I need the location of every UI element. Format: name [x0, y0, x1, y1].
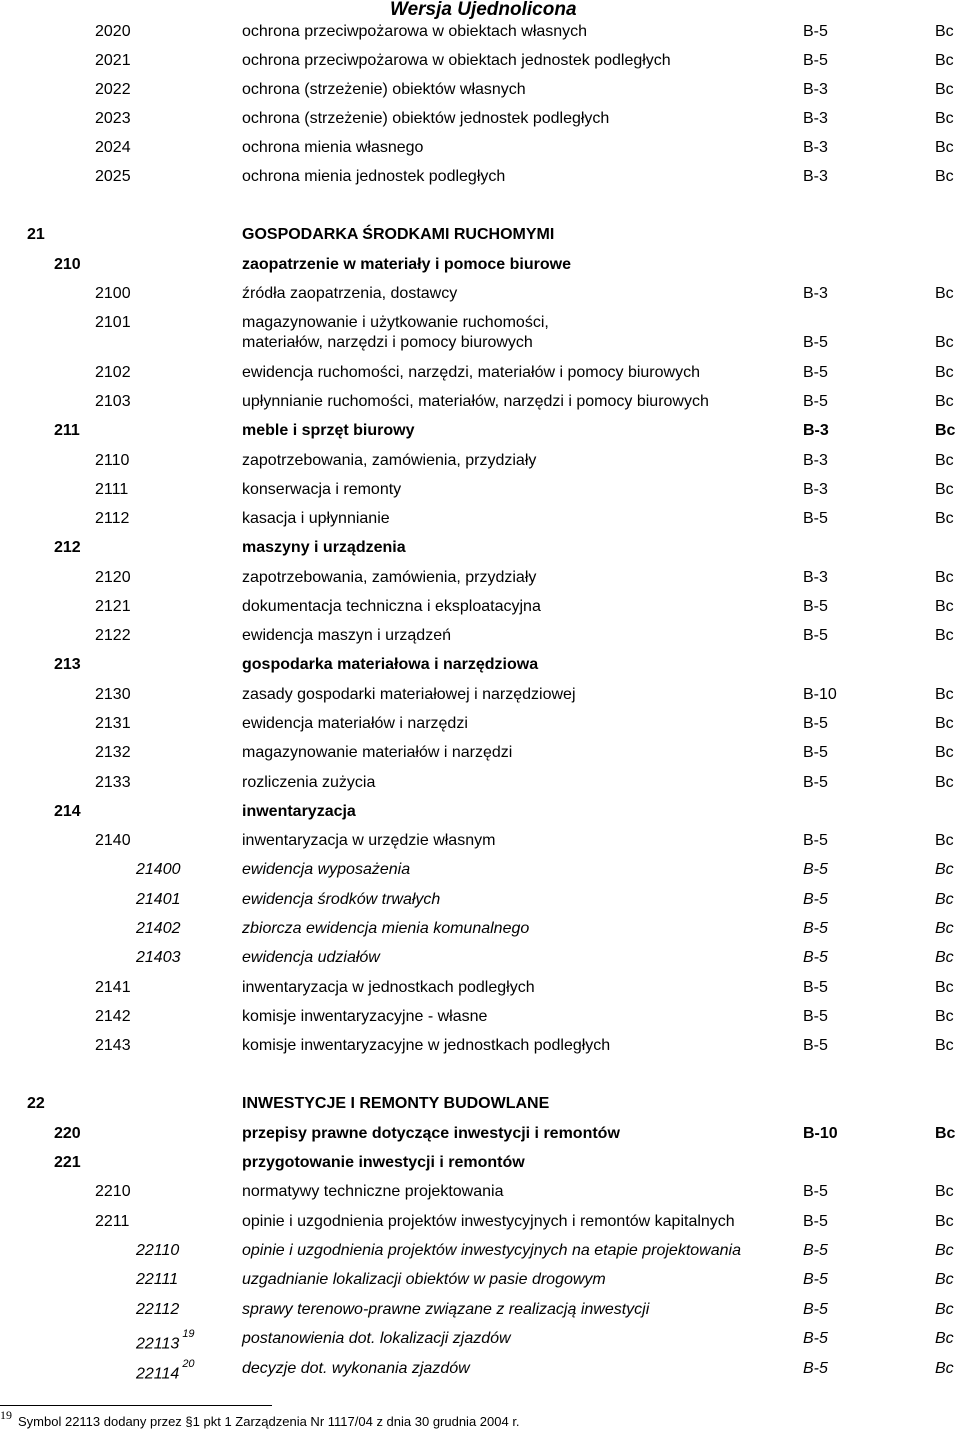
- row-description: zasady gospodarki materiałowej i narzędziowej: [242, 686, 576, 703]
- row-symbol: 210: [54, 256, 81, 273]
- row-symbol: 2133: [95, 774, 131, 791]
- row-description: INWESTYCJE I REMONTY BUDOWLANE: [242, 1095, 550, 1112]
- row-symbol: 211: [54, 422, 80, 439]
- row-archive-category: B-5: [803, 1360, 828, 1377]
- row-symbol: 21403: [136, 949, 181, 966]
- row-symbol: 2112: [95, 510, 130, 527]
- row-bc-category: Bc: [935, 110, 954, 127]
- row-description: ewidencja materiałów i narzędzi: [242, 715, 468, 732]
- row-bc-category: Bc: [935, 744, 954, 761]
- row-description: zapotrzebowania, zamówienia, przydziały: [242, 452, 537, 469]
- row-description: komisje inwentaryzacyjne - własne: [242, 1008, 488, 1025]
- row-bc-category: Bc: [935, 81, 954, 98]
- row-bc-category: Bc: [935, 510, 954, 527]
- footnote-separator: [0, 1405, 272, 1406]
- row-symbol: 220: [54, 1125, 81, 1142]
- row-archive-category: B-5: [803, 1183, 828, 1200]
- row-archive-category: B-5: [803, 744, 828, 761]
- row-symbol: 2020: [95, 23, 131, 40]
- row-bc-category: Bc: [935, 364, 954, 381]
- row-bc-category: Bc: [935, 1271, 954, 1288]
- row-symbol: 2132: [95, 744, 131, 761]
- row-archive-category: B-5: [803, 1301, 828, 1318]
- row-bc-category: Bc: [935, 1125, 956, 1142]
- row-symbol: 2143: [95, 1037, 131, 1054]
- row-bc-category: Bc: [935, 979, 954, 996]
- row-symbol: 2140: [95, 832, 131, 849]
- row-archive-category: B-5: [803, 334, 828, 351]
- row-symbol: 22111: [136, 1271, 179, 1288]
- row-archive-category: B-3: [803, 81, 828, 98]
- row-symbol: 22114$^{20}$: [136, 1358, 195, 1383]
- row-archive-category: B-5: [803, 1330, 828, 1347]
- row-symbol: 2131: [95, 715, 131, 732]
- row-description: magazynowanie i użytkowanie ruchomości, materiałów, narzędzi i pomocy biurowych: [242, 314, 549, 351]
- row-bc-category: Bc: [935, 715, 954, 732]
- row-symbol: 214: [54, 803, 81, 820]
- row-description: decyzje dot. wykonania zjazdów: [242, 1360, 470, 1377]
- footnote-reference: 19: [182, 1328, 195, 1340]
- row-bc-category: Bc: [935, 168, 954, 185]
- row-bc-category: Bc: [935, 481, 954, 498]
- row-description: zbiorcza ewidencja mienia komunalnego: [242, 920, 530, 937]
- footnote-text: Symbol 22113 dodany przez §1 pkt 1 Zarządzenia Nr 1117/04 z dnia 30 grudnia 2004 r.: [18, 1414, 520, 1429]
- row-description: zapotrzebowania, zamówienia, przydziały: [242, 569, 537, 586]
- row-archive-category: B-5: [803, 861, 828, 878]
- row-bc-category: Bc: [935, 139, 954, 156]
- row-symbol: 22110: [136, 1242, 180, 1259]
- row-symbol: 2102: [95, 364, 131, 381]
- row-description: ochrona mienia własnego: [242, 139, 424, 156]
- row-bc-category: Bc: [935, 1301, 954, 1318]
- row-description: gospodarka materiałowa i narzędziowa: [242, 656, 539, 673]
- row-symbol: 2022: [95, 81, 131, 98]
- row-symbol: 221: [54, 1154, 81, 1171]
- row-bc-category: Bc: [935, 285, 954, 302]
- row-archive-category: B-5: [803, 715, 828, 732]
- row-symbol: 2021: [95, 52, 131, 69]
- row-symbol: 2141: [95, 979, 131, 996]
- row-description: kasacja i upłynnianie: [242, 510, 390, 527]
- row-archive-category: B-5: [803, 1213, 828, 1230]
- row-symbol: 21401: [136, 891, 181, 908]
- row-description: ewidencja udziałów: [242, 949, 380, 966]
- row-description: ochrona (strzeżenie) obiektów jednostek podległych: [242, 110, 610, 127]
- row-description: sprawy terenowo-prawne związane z realizacją inwestycji: [242, 1301, 650, 1318]
- row-description: uzgadnianie lokalizacji obiektów w pasie drogowym: [242, 1271, 606, 1288]
- row-bc-category: Bc: [935, 422, 956, 439]
- row-description: ewidencja ruchomości, narzędzi, materiałów i pomocy biurowych: [242, 364, 700, 381]
- row-symbol: 2103: [95, 393, 131, 410]
- row-archive-category: B-3: [803, 422, 829, 439]
- row-archive-category: B-5: [803, 1008, 828, 1025]
- row-description: przygotowanie inwestycji i remontów: [242, 1154, 525, 1171]
- row-description: maszyny i urządzenia: [242, 539, 406, 556]
- row-description: opinie i uzgodnienia projektów inwestycyjnych i remontów kapitalnych: [242, 1213, 735, 1230]
- row-archive-category: B-3: [803, 569, 828, 586]
- row-description: ochrona przeciwpożarowa w obiektach własnych: [242, 23, 588, 40]
- row-description: opinie i uzgodnienia projektów inwestycyjnych na etapie projektowania: [242, 1242, 741, 1259]
- row-archive-category: B-10: [803, 686, 837, 703]
- row-description: upłynnianie ruchomości, materiałów, narzędzi i pomocy biurowych: [242, 393, 709, 410]
- row-description: GOSPODARKA ŚRODKAMI RUCHOMYMI: [242, 226, 555, 243]
- row-symbol: 2130: [95, 686, 131, 703]
- row-archive-category: B-3: [803, 168, 828, 185]
- row-archive-category: B-5: [803, 949, 828, 966]
- row-symbol: 2023: [95, 110, 131, 127]
- row-description: ewidencja środków trwałych: [242, 891, 441, 908]
- row-bc-category: Bc: [935, 861, 954, 878]
- row-description: normatywy techniczne projektowania: [242, 1183, 504, 1200]
- row-archive-category: B-5: [803, 23, 828, 40]
- row-bc-category: Bc: [935, 598, 954, 615]
- row-description: rozliczenia zużycia: [242, 774, 376, 791]
- row-archive-category: B-10: [803, 1125, 838, 1142]
- row-bc-category: Bc: [935, 774, 954, 791]
- row-description: konserwacja i remonty: [242, 481, 402, 498]
- row-bc-category: Bc: [935, 1008, 954, 1025]
- row-symbol: 2111: [95, 481, 129, 498]
- row-archive-category: B-5: [803, 52, 828, 69]
- footnote: [0, 1408, 520, 1431]
- row-bc-category: Bc: [935, 949, 954, 966]
- row-symbol: 2024: [95, 139, 131, 156]
- row-archive-category: B-5: [803, 891, 828, 908]
- row-bc-category: Bc: [935, 1330, 954, 1347]
- row-symbol: 22113$^{19}$: [136, 1328, 195, 1353]
- row-bc-category: Bc: [935, 1037, 954, 1054]
- row-description: komisje inwentaryzacyjne w jednostkach podległych: [242, 1037, 611, 1054]
- row-description: źródła zaopatrzenia, dostawcy: [242, 285, 458, 302]
- row-symbol: 212: [54, 539, 81, 556]
- row-description: ewidencja wyposażenia: [242, 861, 411, 878]
- row-bc-category: Bc: [935, 920, 954, 937]
- row-description: ochrona przeciwpożarowa w obiektach jednostek podległych: [242, 52, 671, 69]
- row-bc-category: Bc: [935, 23, 954, 40]
- row-symbol: 21: [27, 226, 45, 243]
- row-bc-category: Bc: [935, 452, 954, 469]
- row-bc-category: Bc: [935, 52, 954, 69]
- row-bc-category: Bc: [935, 1242, 954, 1259]
- row-symbol: 21400: [136, 861, 181, 878]
- row-symbol: 213: [54, 656, 81, 673]
- row-symbol: 2100: [95, 285, 131, 302]
- row-archive-category: B-5: [803, 364, 828, 381]
- row-bc-category: Bc: [935, 393, 954, 410]
- row-archive-category: B-3: [803, 285, 828, 302]
- row-archive-category: B-5: [803, 774, 828, 791]
- row-description: postanowienia dot. lokalizacji zjazdów: [242, 1330, 511, 1347]
- row-symbol: 2120: [95, 569, 131, 586]
- row-bc-category: Bc: [935, 334, 954, 351]
- row-archive-category: B-5: [803, 393, 828, 410]
- page-header-title: Wersja Ujednolicona: [390, 0, 577, 20]
- row-symbol: 22: [27, 1095, 45, 1112]
- row-archive-category: B-5: [803, 1271, 828, 1288]
- row-archive-category: B-3: [803, 139, 828, 156]
- row-description: meble i sprzęt biurowy: [242, 422, 415, 439]
- row-description: ewidencja maszyn i urządzeń: [242, 627, 451, 644]
- row-archive-category: B-3: [803, 481, 828, 498]
- row-description: ochrona mienia jednostek podległych: [242, 168, 506, 185]
- row-description: inwentaryzacja w jednostkach podległych: [242, 979, 535, 996]
- row-archive-category: B-5: [803, 510, 828, 527]
- row-symbol: 2210: [95, 1183, 131, 1200]
- row-description: inwentaryzacja w urzędzie własnym: [242, 832, 496, 849]
- row-bc-category: Bc: [935, 1213, 954, 1230]
- row-archive-category: B-3: [803, 452, 828, 469]
- row-symbol: 2142: [95, 1008, 131, 1025]
- row-description: ochrona (strzeżenie) obiektów własnych: [242, 81, 526, 98]
- row-archive-category: B-5: [803, 1037, 828, 1054]
- row-bc-category: Bc: [935, 686, 954, 703]
- row-archive-category: B-5: [803, 832, 828, 849]
- footnote-number: 19: [0, 1408, 12, 1422]
- row-symbol: 22112: [136, 1301, 180, 1318]
- row-symbol: 2122: [95, 627, 131, 644]
- row-bc-category: Bc: [935, 627, 954, 644]
- row-bc-category: Bc: [935, 569, 954, 586]
- row-description: dokumentacja techniczna i eksploatacyjna: [242, 598, 541, 615]
- row-symbol: 21402: [136, 920, 181, 937]
- row-archive-category: B-5: [803, 1242, 828, 1259]
- row-description: inwentaryzacja: [242, 803, 356, 820]
- row-symbol: 2110: [95, 452, 130, 469]
- row-symbol: 2121: [95, 598, 131, 615]
- row-description: magazynowanie materiałów i narzędzi: [242, 744, 513, 761]
- row-archive-category: B-3: [803, 110, 828, 127]
- row-archive-category: B-5: [803, 979, 828, 996]
- row-bc-category: Bc: [935, 832, 954, 849]
- row-bc-category: Bc: [935, 1360, 954, 1377]
- row-description: zaopatrzenie w materiały i pomoce biurowe: [242, 256, 571, 273]
- footnote-reference: 20: [182, 1358, 195, 1370]
- row-archive-category: B-5: [803, 598, 828, 615]
- row-symbol: 2025: [95, 168, 131, 185]
- row-symbol: 2211: [95, 1213, 130, 1230]
- row-archive-category: B-5: [803, 920, 828, 937]
- row-symbol: 2101: [95, 314, 131, 331]
- row-bc-category: Bc: [935, 891, 954, 908]
- row-bc-category: Bc: [935, 1183, 954, 1200]
- row-archive-category: B-5: [803, 627, 828, 644]
- row-description: przepisy prawne dotyczące inwestycji i remontów: [242, 1125, 620, 1142]
